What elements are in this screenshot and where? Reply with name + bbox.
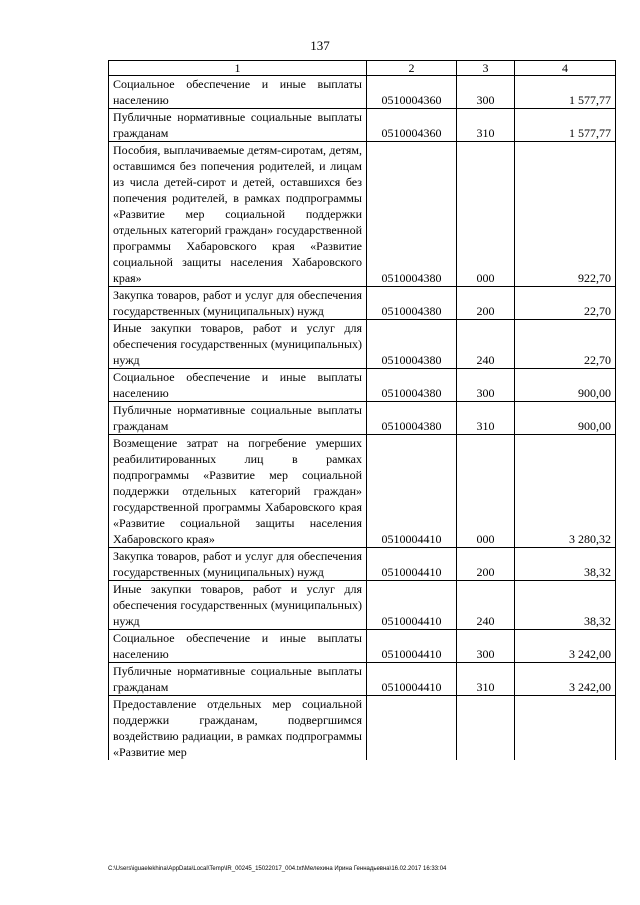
table-row [109,369,616,402]
table-row [109,548,616,581]
row-expense-type [457,696,515,761]
row-amount: 900,00 [515,369,616,402]
row-amount: 3 280,32 [515,435,616,548]
column-header-1: 1 [109,61,367,76]
row-expense-type: 310 [457,109,515,142]
table-row [109,663,616,696]
row-description: Публичные нормативные социальные выплаты гражданам [109,663,367,696]
table-row [109,287,616,320]
column-header-4: 4 [515,61,616,76]
row-expense-type: 000 [457,435,515,548]
row-amount: 3 242,00 [515,663,616,696]
row-target-code: 0510004380 [367,369,457,402]
row-target-code: 0510004380 [367,402,457,435]
table-row [109,109,616,142]
row-description: Закупка товаров, работ и услуг для обеспечения государственных (муниципальных) нужд [109,548,367,581]
row-amount: 1 577,77 [515,76,616,109]
table-row [109,142,616,287]
row-expense-type: 200 [457,548,515,581]
row-expense-type: 240 [457,320,515,369]
budget-table [108,60,616,760]
row-target-code: 0510004410 [367,435,457,548]
row-target-code: 0510004410 [367,548,457,581]
table-row [109,696,616,761]
file-path-footer: C:\Users\iguaelekhina\AppData\Local\Temp\IR_00245_15022017_004.txt\Мелехина Ирина Геннадьевна\16.02.2017 16:33:04 [108,866,447,872]
row-amount: 22,70 [515,320,616,369]
row-description: Социальное обеспечение и иные выплаты населению [109,369,367,402]
row-amount: 3 242,00 [515,630,616,663]
row-amount: 900,00 [515,402,616,435]
row-description: Публичные нормативные социальные выплаты гражданам [109,109,367,142]
column-header-3: 3 [457,61,515,76]
table-row [109,630,616,663]
row-expense-type: 300 [457,369,515,402]
row-expense-type: 300 [457,76,515,109]
row-amount: 922,70 [515,142,616,287]
table-row [109,76,616,109]
row-target-code: 0510004360 [367,76,457,109]
row-target-code: 0510004360 [367,109,457,142]
row-target-code: 0510004380 [367,320,457,369]
row-description: Социальное обеспечение и иные выплаты населению [109,76,367,109]
row-target-code [367,696,457,761]
row-description: Закупка товаров, работ и услуг для обеспечения государственных (муниципальных) нужд [109,287,367,320]
row-expense-type: 000 [457,142,515,287]
row-target-code: 0510004410 [367,663,457,696]
table-row [109,581,616,630]
row-amount: 22,70 [515,287,616,320]
row-description: Социальное обеспечение и иные выплаты населению [109,630,367,663]
table-header-row [109,61,616,76]
table-row [109,435,616,548]
row-expense-type: 200 [457,287,515,320]
row-target-code: 0510004380 [367,142,457,287]
row-amount: 38,32 [515,548,616,581]
row-expense-type: 300 [457,630,515,663]
row-description: Иные закупки товаров, работ и услуг для обеспечения государственных (муниципальных) нужд [109,581,367,630]
row-description: Пособия, выплачиваемые детям-сиротам, детям, оставшимся без попечения родителей, и лицам из числа детей-сирот и детей, оставшихся без попечения родителей, в рамках подпрограммы «Развитие мер социальной поддержки отдельных категорий граждан» государственной программы Хабаровского края «Развитие социальной защиты населения Хабаровского края» [109,142,367,287]
row-description: Предоставление отдельных мер социальной поддержки гражданам, подвергшимся воздействию радиации, в рамках подпрограммы «Развитие мер [109,696,367,761]
row-expense-type: 310 [457,402,515,435]
row-description: Публичные нормативные социальные выплаты гражданам [109,402,367,435]
row-expense-type: 240 [457,581,515,630]
row-description: Иные закупки товаров, работ и услуг для обеспечения государственных (муниципальных) нужд [109,320,367,369]
row-amount: 1 577,77 [515,109,616,142]
row-amount [515,696,616,761]
table-row [109,402,616,435]
row-target-code: 0510004410 [367,630,457,663]
table-row [109,320,616,369]
row-target-code: 0510004410 [367,581,457,630]
column-header-2: 2 [367,61,457,76]
row-description: Возмещение затрат на погребение умерших реабилитированных лиц в рамках подпрограммы «Развитие мер социальной поддержки отдельных категорий граждан» государственной программы Хабаровского края «Развитие социальной защиты населения Хабаровского края» [109,435,367,548]
row-target-code: 0510004380 [367,287,457,320]
page-number: 137 [310,38,330,53]
row-amount: 38,32 [515,581,616,630]
row-expense-type: 310 [457,663,515,696]
